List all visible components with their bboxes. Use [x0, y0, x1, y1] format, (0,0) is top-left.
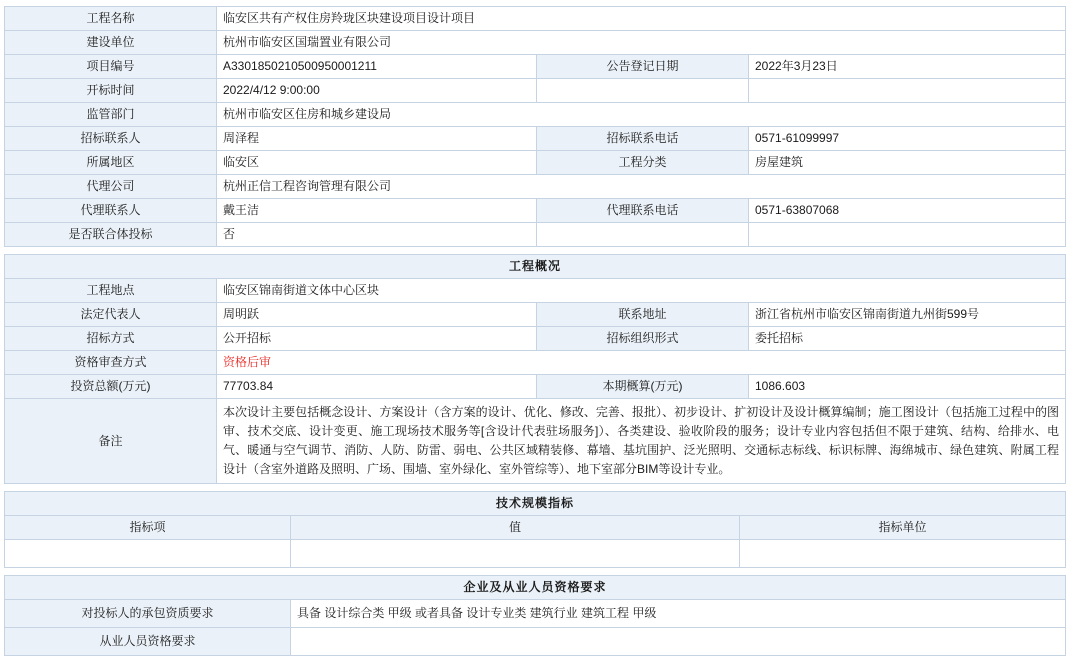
cell-item [5, 540, 291, 568]
field-label: 联系地址 [537, 303, 749, 327]
field-label: 资格审查方式 [5, 351, 217, 375]
section-header-row [5, 492, 1066, 516]
field-label: 招标联系电话 [537, 127, 749, 151]
table-row [5, 223, 1066, 247]
table-row [5, 79, 1066, 103]
field-label: 建设单位 [5, 31, 217, 55]
field-value: 0571-63807068 [749, 199, 1066, 223]
field-label: 开标时间 [5, 79, 217, 103]
table-row [5, 151, 1066, 175]
field-value: 浙江省杭州市临安区锦南街道九州街599号 [749, 303, 1066, 327]
field-value [291, 628, 1066, 656]
table-row [5, 540, 1066, 568]
remark-text: 本次设计主要包括概念设计、方案设计（含方案的设计、优化、修改、完善、报批）、初步设计、扩初设计及设计概算编制；施工图设计（包括施工过程中的图审、技术交底、设计变更、施工现场技术服务等[含设计代表驻场服务]）、各类建设、验收阶段的服务；设计专业内容包括但不限于建筑、结构、给排水、电气、暖通与空气调节、消防、人防、防雷、弱电、公共区域精装修、幕墙、基坑围护、泛光照明、交通标志标线、标识标牌、海绵城市、绿色建筑、附属工程设计（含室外道路及照明、广场、围墙、室外绿化、室外管综等）、地下室部分BIM等设计专业。 [217, 399, 1066, 484]
field-label: 从业人员资格要求 [5, 628, 291, 656]
field-label: 招标组织形式 [537, 327, 749, 351]
column-header-unit: 指标单位 [740, 516, 1066, 540]
field-value: 2022/4/12 9:00:00 [217, 79, 537, 103]
field-label: 工程地点 [5, 279, 217, 303]
field-value: 杭州正信工程咨询管理有限公司 [217, 175, 1066, 199]
field-label: 工程名称 [5, 7, 217, 31]
field-value: 周泽程 [217, 127, 537, 151]
table-row [5, 175, 1066, 199]
field-value: 77703.84 [217, 375, 537, 399]
field-label: 公告登记日期 [537, 55, 749, 79]
table-row-remark [5, 399, 1066, 484]
field-value: 临安区共有产权住房羚珑区块建设项目设计项目 [217, 7, 1066, 31]
table-row [5, 199, 1066, 223]
field-label: 法定代表人 [5, 303, 217, 327]
field-label: 代理联系人 [5, 199, 217, 223]
table-row [5, 628, 1066, 656]
remark-label: 备注 [5, 399, 217, 484]
project-overview-table [4, 254, 1066, 484]
field-value-empty [749, 79, 1066, 103]
table-row [5, 327, 1066, 351]
section-title-qualification: 企业及从业人员资格要求 [5, 576, 1066, 600]
field-label: 本期概算(万元) [537, 375, 749, 399]
field-value: 具备 设计综合类 甲级 或者具备 设计专业类 建筑行业 建筑工程 甲级 [291, 600, 1066, 628]
table-row [5, 600, 1066, 628]
field-label: 是否联合体投标 [5, 223, 217, 247]
table-row [5, 31, 1066, 55]
field-value-qualification-review: 资格后审 [217, 351, 1066, 375]
field-label: 所属地区 [5, 151, 217, 175]
section-title-technical: 技术规模指标 [5, 492, 1066, 516]
table-row [5, 55, 1066, 79]
field-label: 代理联系电话 [537, 199, 749, 223]
field-value: 临安区锦南街道文体中心区块 [217, 279, 1066, 303]
field-value: 1086.603 [749, 375, 1066, 399]
field-value: 杭州市临安区国瑞置业有限公司 [217, 31, 1066, 55]
basic-info-table [4, 6, 1066, 247]
field-label: 招标联系人 [5, 127, 217, 151]
column-header-value: 值 [291, 516, 740, 540]
field-value: 临安区 [217, 151, 537, 175]
field-value: 委托招标 [749, 327, 1066, 351]
field-label-empty [537, 79, 749, 103]
cell-unit [740, 540, 1066, 568]
section-title-overview: 工程概况 [5, 255, 1066, 279]
field-value: 2022年3月23日 [749, 55, 1066, 79]
field-value: 公开招标 [217, 327, 537, 351]
field-label-empty [537, 223, 749, 247]
column-header-item: 指标项 [5, 516, 291, 540]
section-header-row [5, 255, 1066, 279]
field-value: 戴王洁 [217, 199, 537, 223]
field-value: A3301850210500950001211 [217, 55, 537, 79]
table-row [5, 279, 1066, 303]
field-value: 房屋建筑 [749, 151, 1066, 175]
table-row [5, 351, 1066, 375]
field-value-empty [749, 223, 1066, 247]
field-label: 投资总额(万元) [5, 375, 217, 399]
qualification-requirements-table [4, 575, 1066, 656]
table-row [5, 303, 1066, 327]
section-header-row [5, 576, 1066, 600]
field-value: 杭州市临安区住房和城乡建设局 [217, 103, 1066, 127]
table-row [5, 127, 1066, 151]
field-value: 否 [217, 223, 537, 247]
field-label: 工程分类 [537, 151, 749, 175]
field-label: 监管部门 [5, 103, 217, 127]
field-label: 项目编号 [5, 55, 217, 79]
table-row [5, 7, 1066, 31]
field-value: 0571-61099997 [749, 127, 1066, 151]
field-label: 代理公司 [5, 175, 217, 199]
table-row [5, 375, 1066, 399]
table-row [5, 103, 1066, 127]
field-value: 周明跃 [217, 303, 537, 327]
field-label: 对投标人的承包资质要求 [5, 600, 291, 628]
table-header-row [5, 516, 1066, 540]
technical-indicators-table [4, 491, 1066, 568]
cell-value [291, 540, 740, 568]
field-label: 招标方式 [5, 327, 217, 351]
